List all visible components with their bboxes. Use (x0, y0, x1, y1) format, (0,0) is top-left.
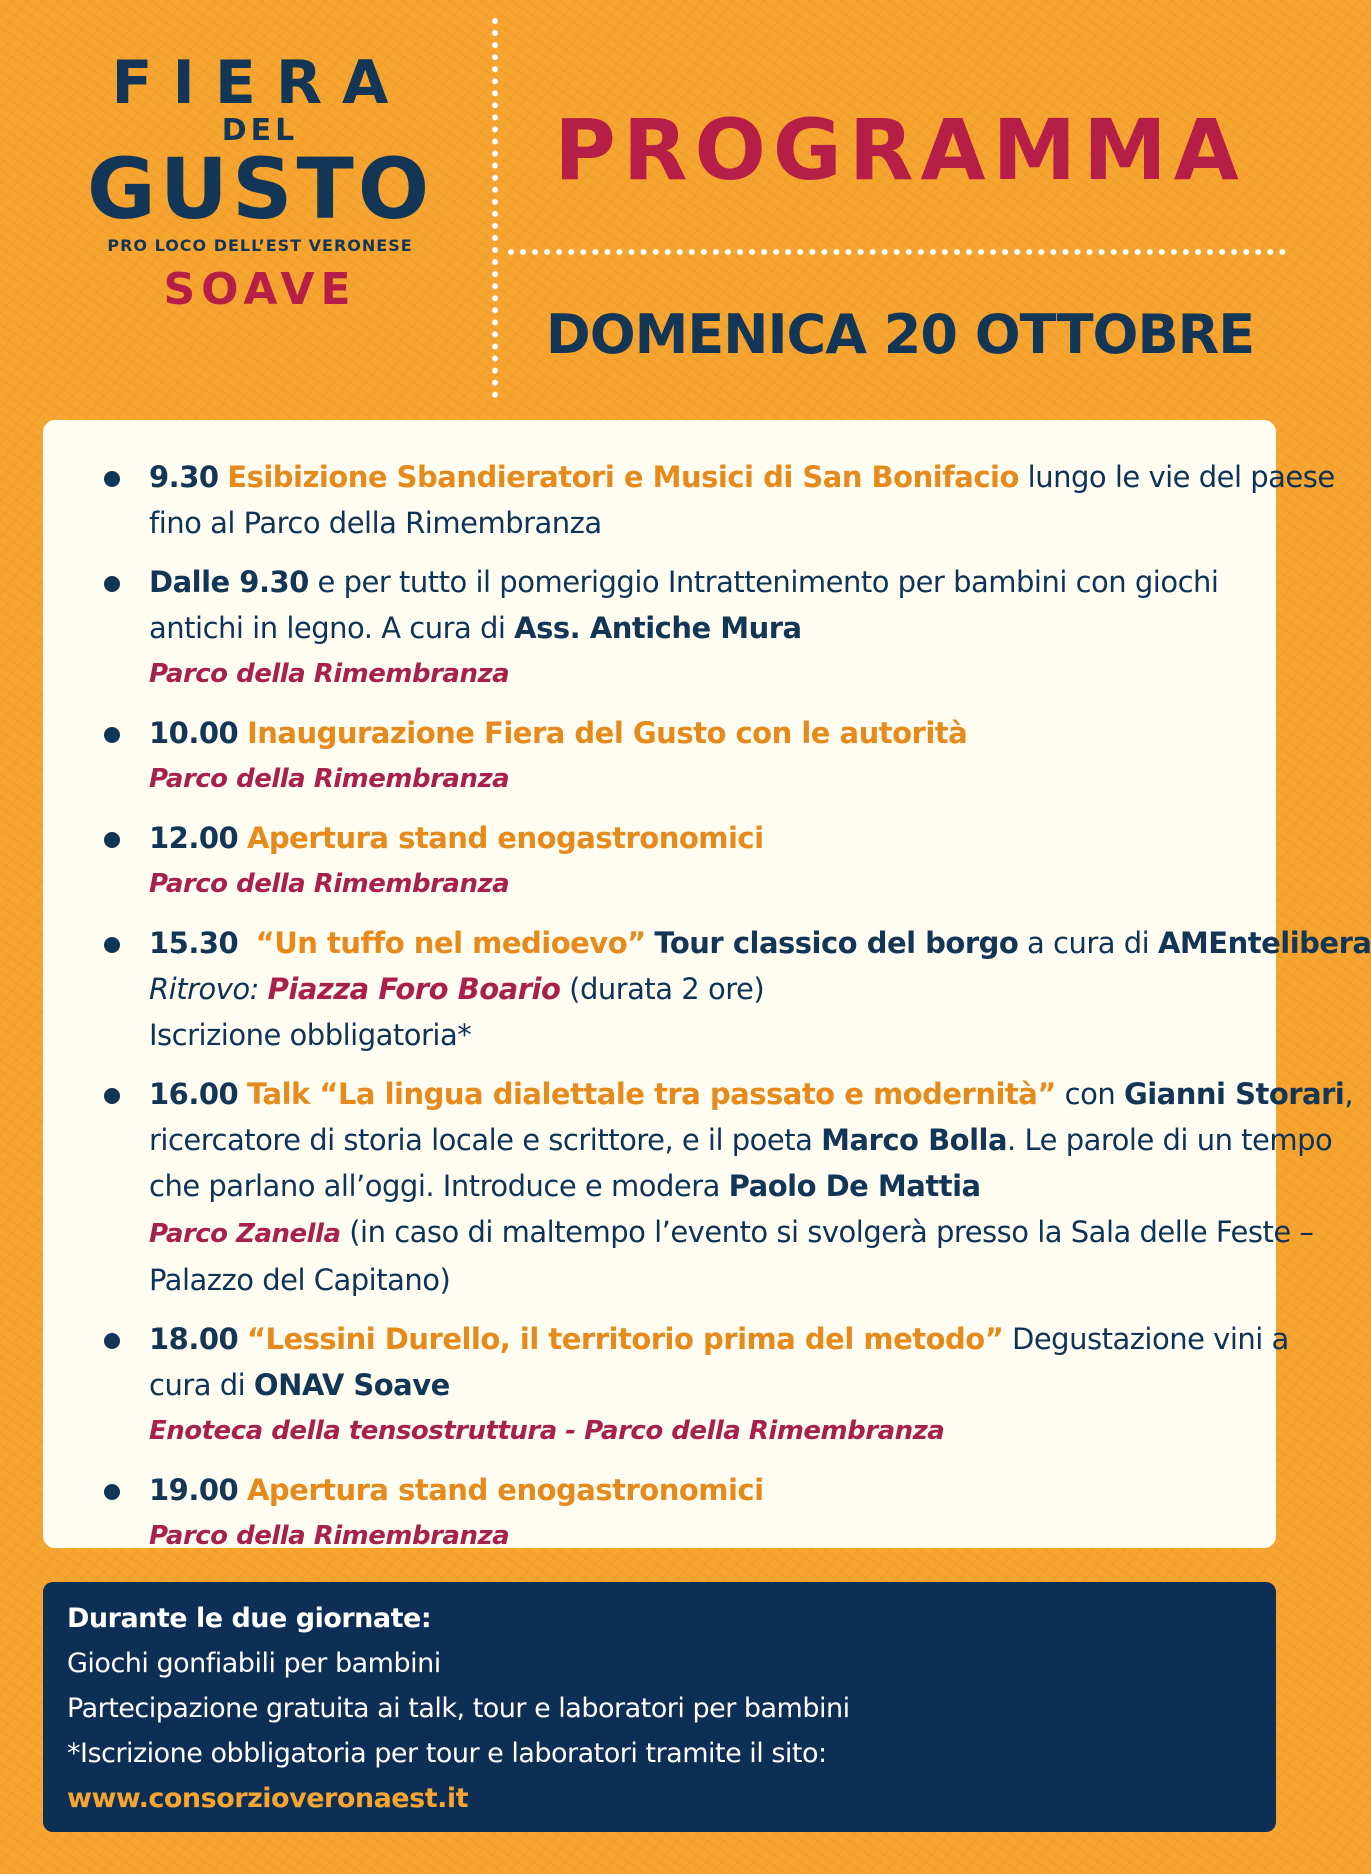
event-title: “Un tuffo nel medioevo” (255, 926, 646, 960)
event-desc: lungo le vie del paese (1027, 460, 1335, 494)
footer-line: Partecipazione gratuita ai talk, tour e laboratori per bambini (67, 1693, 850, 1724)
page-title: PROGRAMMA (554, 101, 1246, 199)
event-subtitle: Tour classico del borgo (654, 926, 1019, 960)
event-desc: con (1055, 1077, 1124, 1111)
footer-line: Giochi gonfiabili per bambini (67, 1648, 441, 1679)
event-time: 15.30 (149, 926, 239, 960)
meeting-label: Ritrovo: (149, 972, 268, 1006)
event-organizer: AMEntelibera (1157, 926, 1371, 960)
logo-fiera-text: FIERA (111, 48, 409, 118)
event-desc: . Le parole di un tempo (1007, 1123, 1333, 1157)
event-alt-location: Palazzo del Capitano) (149, 1263, 451, 1297)
event-location: Parco della Rimembranza (149, 1521, 510, 1551)
event-time: 12.00 (149, 821, 239, 855)
event-location: Parco della Rimembranza (149, 869, 510, 899)
list-item (71, 1316, 1289, 1454)
bullet-icon (104, 832, 120, 848)
footer-title: Durante le due giornate: (67, 1603, 432, 1634)
info-footer (43, 1582, 1276, 1832)
event-note: Iscrizione obbligatoria* (149, 1018, 472, 1052)
event-time: 19.00 (149, 1473, 239, 1507)
horizontal-dotted-divider (508, 249, 1286, 255)
list-item (71, 710, 1256, 802)
list-item (71, 920, 1371, 1058)
vertical-dotted-divider (492, 18, 498, 398)
program-card (43, 420, 1371, 1551)
event-desc: ricercatore di storia locale e scrittore, e il poeta (149, 1123, 822, 1157)
event-time: 18.00 (149, 1322, 239, 1356)
bullet-icon (104, 1333, 120, 1349)
event-title: Apertura stand enogastronomici (246, 821, 764, 855)
event-time: Dalle 9.30 (149, 565, 309, 599)
event-desc: Degustazione vini a (1003, 1322, 1289, 1356)
event-time: 9.30 (149, 460, 219, 494)
event-location: Parco della Rimembranza (149, 659, 510, 689)
event-location: Parco della Rimembranza (149, 764, 510, 794)
list-item (71, 559, 1256, 697)
punctuation: , (1344, 1077, 1354, 1111)
event-guest: Paolo De Mattia (728, 1169, 981, 1203)
event-guest: Marco Bolla (821, 1123, 1008, 1157)
event-desc: fino al Parco della Rimembranza (149, 506, 602, 540)
bullet-icon (104, 937, 120, 953)
event-time: 10.00 (149, 716, 239, 750)
list-item (71, 1467, 1256, 1559)
logo-del-text: DEL (221, 113, 299, 148)
event-location: Parco Zanella (149, 1219, 341, 1249)
list-item (71, 1071, 1354, 1303)
event-guest: Gianni Storari (1123, 1077, 1345, 1111)
website-link[interactable]: www.consorzioveronaest.it (67, 1783, 469, 1814)
bullet-icon (104, 727, 120, 743)
bullet-icon (104, 1088, 120, 1104)
event-desc: a cura di (1018, 926, 1158, 960)
event-title: “Lessini Durello, il territorio prima del metodo” (246, 1322, 1004, 1356)
event-time: 16.00 (149, 1077, 239, 1111)
event-location: Piazza Foro Boario (267, 972, 561, 1006)
event-logo (60, 48, 460, 315)
bullet-icon (104, 576, 120, 592)
logo-gusto-text: GUSTO (86, 140, 434, 238)
event-desc: antichi in legno. A cura di (149, 611, 515, 645)
logo-place: SOAVE (163, 264, 357, 315)
logo-subtitle: PRO LOCO DELL’EST VERONESE (107, 236, 413, 255)
event-desc: che parlano all’oggi. Introduce e modera (149, 1169, 729, 1203)
event-date: DOMENICA 20 OTTOBRE (545, 303, 1255, 366)
bullet-icon (104, 1484, 120, 1500)
event-organizer: Ass. Antiche Mura (514, 611, 802, 645)
list-item (71, 454, 1335, 546)
event-desc: e per tutto il pomeriggio Intrattenimento per bambini con giochi (308, 565, 1219, 599)
event-title: Talk “La lingua dialettale tra passato e modernità” (246, 1077, 1056, 1111)
bullet-icon (104, 471, 120, 487)
event-desc: cura di (149, 1368, 254, 1402)
event-alt-location: (in caso di maltempo l’evento si svolgerà presso la Sala delle Feste – (340, 1215, 1314, 1249)
event-location: Enoteca della tensostruttura - Parco della Rimembranza (149, 1416, 945, 1446)
event-duration: (durata 2 ore) (560, 972, 765, 1006)
list-item (71, 815, 1256, 907)
event-title: Apertura stand enogastronomici (246, 1473, 764, 1507)
footer-line: *Iscrizione obbligatoria per tour e laboratori tramite il sito: (67, 1738, 827, 1769)
event-title: Inaugurazione Fiera del Gusto con le autorità (246, 716, 968, 750)
event-organizer: ONAV Soave (253, 1368, 450, 1402)
event-title: Esibizione Sbandieratori e Musici di San Bonifacio (227, 460, 1019, 494)
